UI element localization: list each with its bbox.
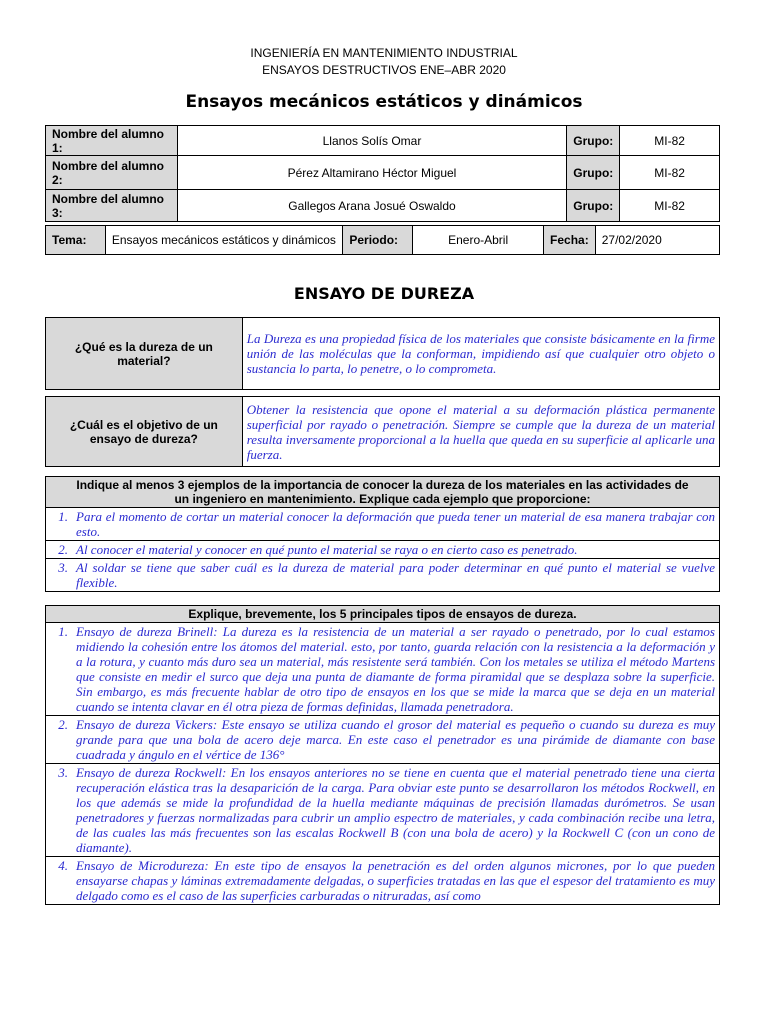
group-value: MI-82: [620, 190, 720, 222]
student-row: [46, 190, 720, 222]
course-line: ENSAYOS DESTRUCTIVOS ENE–ABR 2020: [262, 63, 506, 77]
student-label: Nombre del alumno 3:: [46, 190, 178, 222]
item-number: 3.: [58, 560, 68, 575]
group-label: Grupo:: [567, 156, 620, 190]
item-text: Al conocer el material y conocer en qué punto el material se raya o en cierto caso es penetrado.: [76, 542, 578, 557]
question-2-table: [45, 396, 720, 467]
question-2: ¿Cuál es el objetivo de un ensayo de dureza?: [46, 397, 243, 467]
document-title: Ensayos mecánicos estáticos y dinámicos: [185, 92, 583, 112]
example-item: [46, 559, 720, 592]
example-item: [46, 541, 720, 559]
student-label: Nombre del alumno 1:: [46, 126, 178, 156]
tema-value: Ensayos mecánicos estáticos y dinámicos: [105, 226, 343, 255]
fecha-label: Fecha:: [544, 226, 596, 255]
item-number: 2.: [58, 717, 68, 732]
item-number: 3.: [58, 765, 68, 780]
student-label: Nombre del alumno 2:: [46, 156, 178, 190]
student-row: [46, 156, 720, 190]
institution-line: INGENIERÍA EN MANTENIMIENTO INDUSTRIAL: [250, 46, 518, 60]
group-label: Grupo:: [567, 126, 620, 156]
answer-1: La Dureza es una propiedad física de los materiales que consiste básicamente en la firme unión de las moléculas que la conforman, impidiendo así que cualquier otro objeto o sustancia lo parta, lo penetre, o lo comprometa.: [242, 318, 719, 390]
type-item: [46, 716, 720, 764]
group-value: MI-82: [620, 156, 720, 190]
types-table: [45, 605, 720, 905]
types-heading: Explique, brevemente, los 5 principales tipos de ensayos de dureza.: [46, 606, 720, 623]
examples-heading: [46, 477, 720, 508]
student-row: [46, 126, 720, 156]
periodo-value: Enero-Abril: [413, 226, 544, 255]
student-name: Pérez Altamirano Héctor Miguel: [177, 156, 567, 190]
type-item: [46, 857, 720, 905]
info-table: [45, 225, 720, 255]
section-title: ENSAYO DE DUREZA: [293, 284, 475, 303]
item-text: Al soldar se tiene que saber cuál es la dureza de material para poder determinar en qué punto el material se vuelve flexible.: [76, 560, 715, 590]
item-text: Ensayo de dureza Rockwell: En los ensayos anteriores no se tiene en cuenta que el material penetrado tiene una cierta recuperación elástica tras la desaparición de la carga. Para obviar este punto se desarrollaron los métodos Rockwell, en los que además se mide la profundidad de la huella mediante máquinas de precisión llamadas durómetros. Se usan penetradores y fuerzas normalizadas para cubrir un amplio espectro de materiales, y cada combinación recibe una letra, de las cuales las más frecuentes son las escalas Rockwell B (con una bola de acero) y la Rockwell C (con un cono de diamante).: [76, 765, 715, 855]
item-text: Ensayo de dureza Brinell: La dureza es la resistencia de un material a ser rayado o penetrado, por lo cual estamos midiendo la cohesión entre los átomos del material. esto, por tanto, guarda relación con la resistencia a la deformación y a la rotura, y cuanto más duro sea un material, más resistente será también. Con los metales se utiliza el método Martens que consiste en medir el surco que deja una punta de diamante de forma piramidal que se desplaza sobre la superficie. Sin embargo, es más frecuente hablar de otro tipo de ensayos en los que se mide la marca que se deja en un material cuando se intenta clavar en él otra pieza de formas definidas, llamada penetradora.: [76, 624, 715, 714]
examples-table: [45, 476, 720, 592]
item-number: 2.: [58, 542, 68, 557]
type-item: [46, 764, 720, 857]
group-label: Grupo:: [567, 190, 620, 222]
group-value: MI-82: [620, 126, 720, 156]
question-1: ¿Qué es la dureza de un material?: [46, 318, 243, 390]
item-number: 1.: [58, 509, 68, 524]
example-item: [46, 508, 720, 541]
item-number: 4.: [58, 858, 68, 873]
periodo-label: Periodo:: [343, 226, 413, 255]
answer-2: Obtener la resistencia que opone el material a su deformación plástica permanente superficial por rayado o penetración. Siempre se cumple que la dureza de un material resulta inversamente proporcional a la huella que queda en su superficie al aplicarle una fuerza.: [242, 397, 719, 467]
item-number: 1.: [58, 624, 68, 639]
item-text: Ensayo de dureza Vickers: Este ensayo se utiliza cuando el grosor del material es pequeño o cuando su dureza es muy grande para que una bola de acero deje marca. En este caso el penetrador es una pirámide de diamante con base cuadrada y ángulo en el vértice de 136°: [76, 717, 715, 762]
item-text: Para el momento de cortar un material conocer la deformación que pueda tener un material de esa manera trabajar con esto.: [76, 509, 715, 539]
examples-heading-line1: Indique al menos 3 ejemplos de la importancia de conocer la dureza de los materiales en las actividades de: [76, 478, 689, 492]
examples-heading-line2: un ingeniero en mantenimiento. Explique cada ejemplo que proporcione:: [174, 492, 591, 506]
student-name: Gallegos Arana Josué Oswaldo: [177, 190, 567, 222]
student-name: Llanos Solís Omar: [177, 126, 567, 156]
item-text: Ensayo de Microdureza: En este tipo de ensayos la penetración es del orden algunos micrones, por lo que pueden ensayarse chapas y láminas extremadamente delgadas, o superficies tratadas en las que el espesor del tratamiento es muy delgado como es el caso de las superficies carburadas o nitruradas, así como: [76, 858, 715, 903]
tema-label: Tema:: [46, 226, 106, 255]
students-table: [45, 125, 720, 222]
question-1-table: [45, 317, 720, 390]
type-item: [46, 623, 720, 716]
fecha-value: 27/02/2020: [595, 226, 719, 255]
